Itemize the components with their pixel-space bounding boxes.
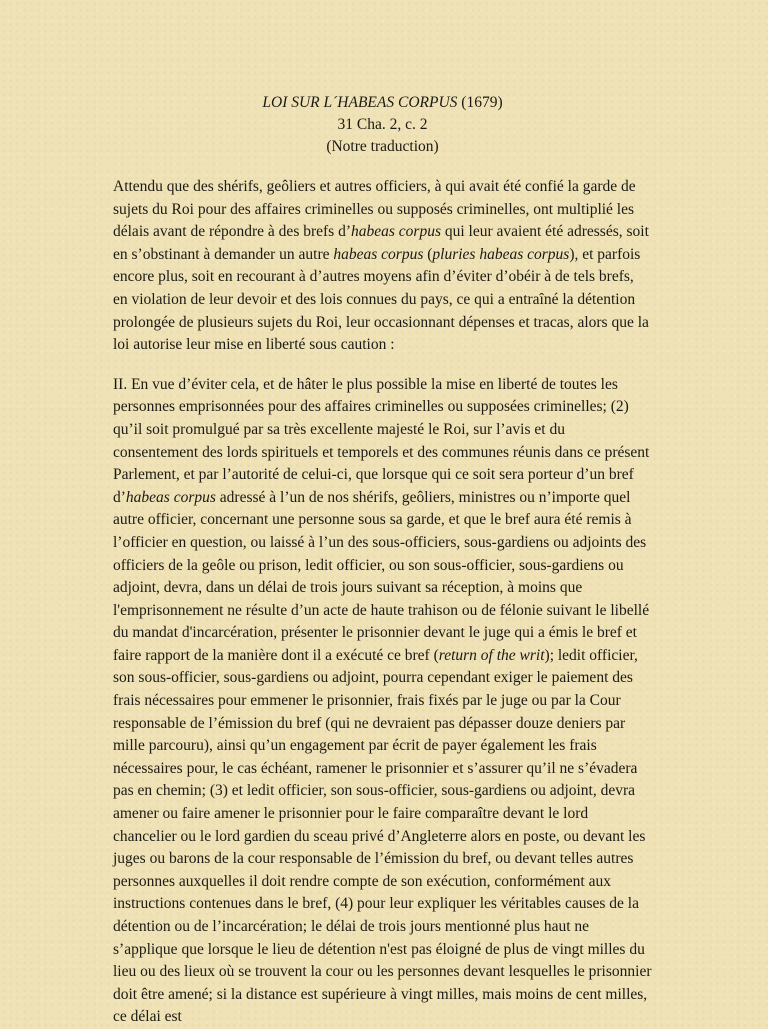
- section-ii-text-1: II. En vue d’éviter cela, et de hâter le plus possible la mise en liberté de toutes les personnes emprisonnées pour des affaires criminelles ou supposées criminelles; (2) qu’il soit promulgué par sa très excellente majesté le Roi, sur l’avis et du consentement des lords spirituels et temporels et des communes réunis dans ce présent Parlement, et par l’autorité de celui-ci, que lorsque qui ce soit sera porteur d’un bref d’: [113, 375, 650, 506]
- section-ii-paragraph: [113, 374, 652, 1029]
- preamble-italic-1: habeas corpus: [351, 223, 441, 241]
- section-ii-italic-2: return of the writ: [438, 646, 545, 664]
- document-title: [113, 92, 652, 114]
- translation-note: (Notre traduction): [326, 138, 439, 155]
- document-title-year: (1679): [457, 94, 503, 111]
- preamble-paragraph: [113, 176, 652, 357]
- section-ii-italic-1: habeas corpus: [125, 488, 216, 506]
- preamble-italic-3: pluries habeas corpus: [432, 245, 570, 263]
- section-ii-text-2: adressé à l’un de nos shérifs, geôliers, ministres ou n’importe quel autre officier, concernant une personne sous sa garde, et que le bref aura été remis à l’officier en question, ou laissé à l’un des sous-officiers, sous-gardiens ou adjoints des officiers de la geôle ou prison, ledit officier, ou son sous-officier, sous-gardiens ou adjoint, devra, dans un délai de trois jours suivant sa réception, à moins que l'emprisonnement ne résulte d’un acte de haute trahison ou de félonie suivant le libellé du mandat d'incarcération, présenter le prisonnier devant le juge qui a émis le bref et faire rapport de la manière dont il a exécuté ce bref (: [113, 488, 650, 664]
- preamble-text-1: Attendu que des shérifs, geôliers et autres officiers, à qui avait été confié la garde de sujets du Roi pour des affaires criminelles ou supposés criminelles, ont multiplié les délais avant de répondre à des brefs d’: [113, 178, 636, 241]
- document-heading: [113, 92, 652, 158]
- section-ii-text-3: ); ledit officier, son sous-officier, sous-gardiens ou adjoint, pourra cependant exiger le paiement des frais nécessaires pour emmener le prisonnier, frais fixés par le juge ou par la Cour responsable de l’émission du bref (qui ne devraient pas dépasser douze deniers par mille parcouru), ainsi qu’un engagement par écrit de payer également les frais nécessaires pour, le cas échéant, ramener le prisonnier et s’assurer qu’il ne s’évadera pas en chemin; (3) et ledit officier, son sous-officier, sous-gardiens ou adjoint, devra amener ou faire amener le prisonnier pour le faire comparaître devant le lord chancelier ou le lord gardien du sceau privé d’Angleterre alors en poste, ou devant les juges ou barons de la cour responsable de l’émission du bref, ou devant telles autres personnes auxquelles il doit rendre compte de son exécution, conformément aux instructions contenues dans le bref, (4) pour leur expliquer les véritables causes de la détention ou de l’incarcération; le délai de trois jours mentionné plus haut ne s’applique que lorsque le lieu de détention n'est pas éloigné de plus de vingt milles du lieu ou des lieux où se trouvent la cour ou les personnes devant lesquelles le prisonnier doit être amené; si la distance est supérieure à vingt milles, mais moins de cent milles, ce délai est: [113, 646, 652, 1026]
- preamble-text-2: qui leur avaient été adressés, soit en s’obstinant à demander un autre: [113, 223, 649, 263]
- document-title-italic: LOI SUR L´HABEAS CORPUS: [262, 94, 458, 111]
- statute-reference: 31 Cha. 2, c. 2: [337, 116, 428, 133]
- preamble-italic-2: habeas corpus: [333, 245, 424, 263]
- preamble-text-3: (: [423, 245, 433, 263]
- preamble-text-4: ), et parfois encore plus, soit en recourant à d’autres moyens afin d’éviter d’obéir à de tels brefs, en violation de leur devoir et des lois connues du pays, ce qui a entraîné la détention prolongée de plusieurs sujets du Roi, leur occasionnant dépenses et tracas, alors que la loi autorise leur mise en liberté sous caution :: [113, 245, 649, 354]
